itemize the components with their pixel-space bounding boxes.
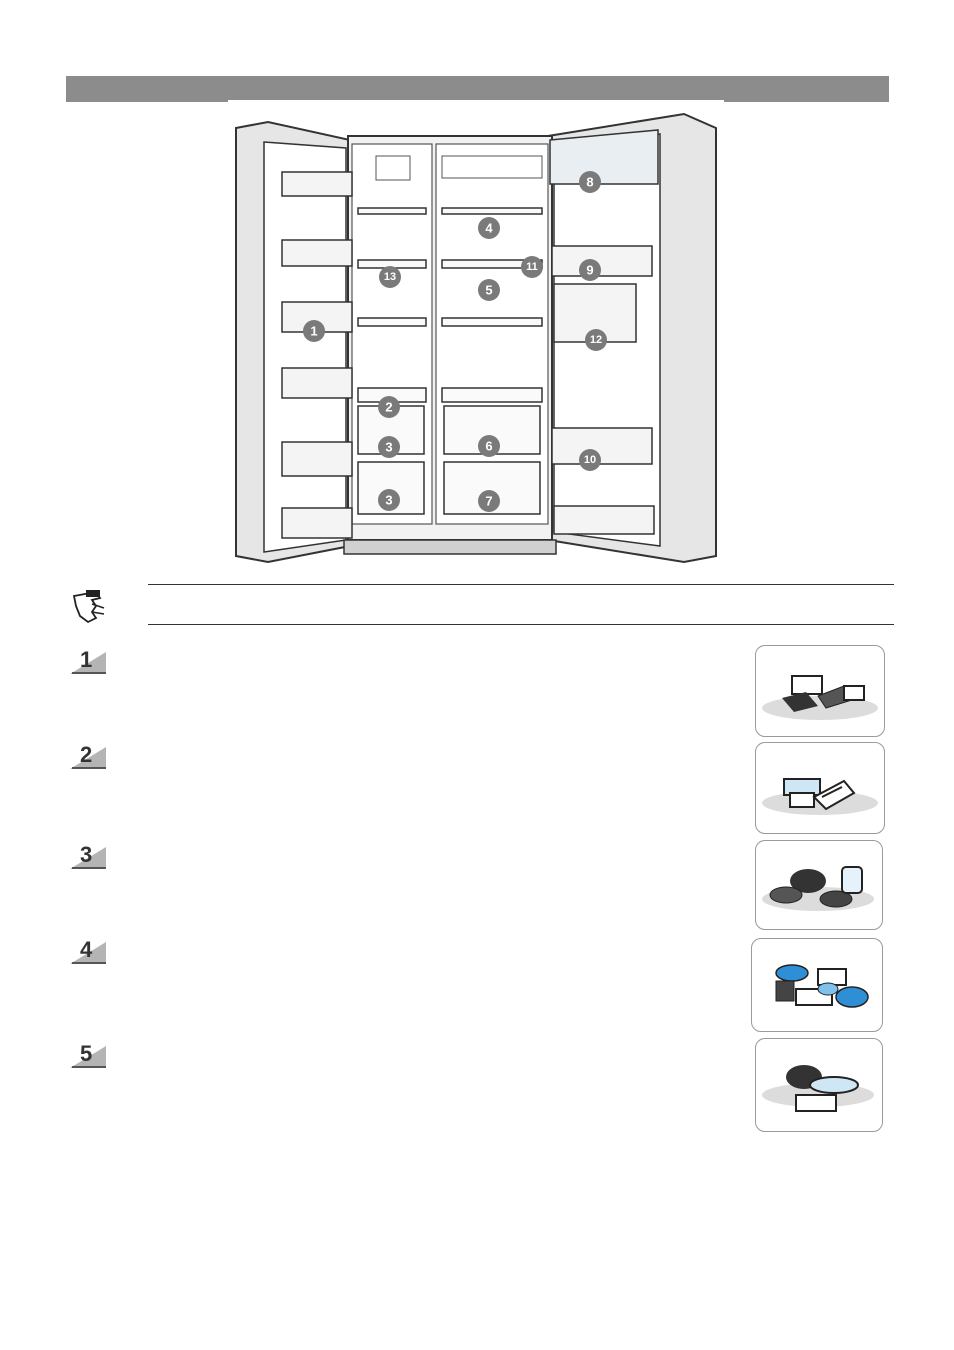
step-5-badge bbox=[70, 1042, 108, 1068]
step-1-number: 1 bbox=[80, 647, 93, 672]
pointing-hand-icon bbox=[70, 586, 116, 626]
step-3-number: 3 bbox=[80, 842, 93, 867]
step-4-badge bbox=[70, 938, 108, 964]
callout-10: 10 bbox=[583, 454, 597, 466]
callout-8: 8 bbox=[586, 174, 594, 190]
frozen-meat-trays-icon bbox=[755, 742, 885, 834]
callout-5: 5 bbox=[485, 282, 493, 298]
callout-4: 4 bbox=[485, 220, 493, 236]
callout-6: 6 bbox=[485, 438, 493, 454]
step-3-badge bbox=[70, 843, 108, 869]
callout-11: 11 bbox=[526, 261, 538, 273]
callout-13: 13 bbox=[383, 271, 397, 283]
callout-12: 12 bbox=[589, 334, 603, 346]
step-4-number: 4 bbox=[80, 937, 93, 962]
callout-7: 7 bbox=[485, 493, 493, 509]
callout-3b: 3 bbox=[385, 492, 393, 508]
step-2-badge bbox=[70, 743, 108, 769]
section-header-bar bbox=[66, 76, 889, 102]
callout-3a: 3 bbox=[385, 439, 393, 455]
meat-and-fish-icon bbox=[755, 1038, 883, 1132]
step-2-number: 2 bbox=[80, 742, 93, 767]
step-1-badge bbox=[70, 648, 108, 674]
callout-9: 9 bbox=[586, 262, 594, 278]
callout-1: 1 bbox=[310, 323, 318, 339]
frozen-packages-icon bbox=[755, 645, 885, 737]
dairy-and-produce-icon bbox=[751, 938, 883, 1032]
note-top-rule bbox=[148, 584, 894, 585]
leftovers-containers-icon bbox=[755, 840, 883, 930]
refrigerator-diagram bbox=[228, 100, 724, 572]
callout-2: 2 bbox=[385, 399, 393, 415]
step-5-number: 5 bbox=[80, 1041, 93, 1066]
note-bottom-rule bbox=[148, 624, 894, 625]
